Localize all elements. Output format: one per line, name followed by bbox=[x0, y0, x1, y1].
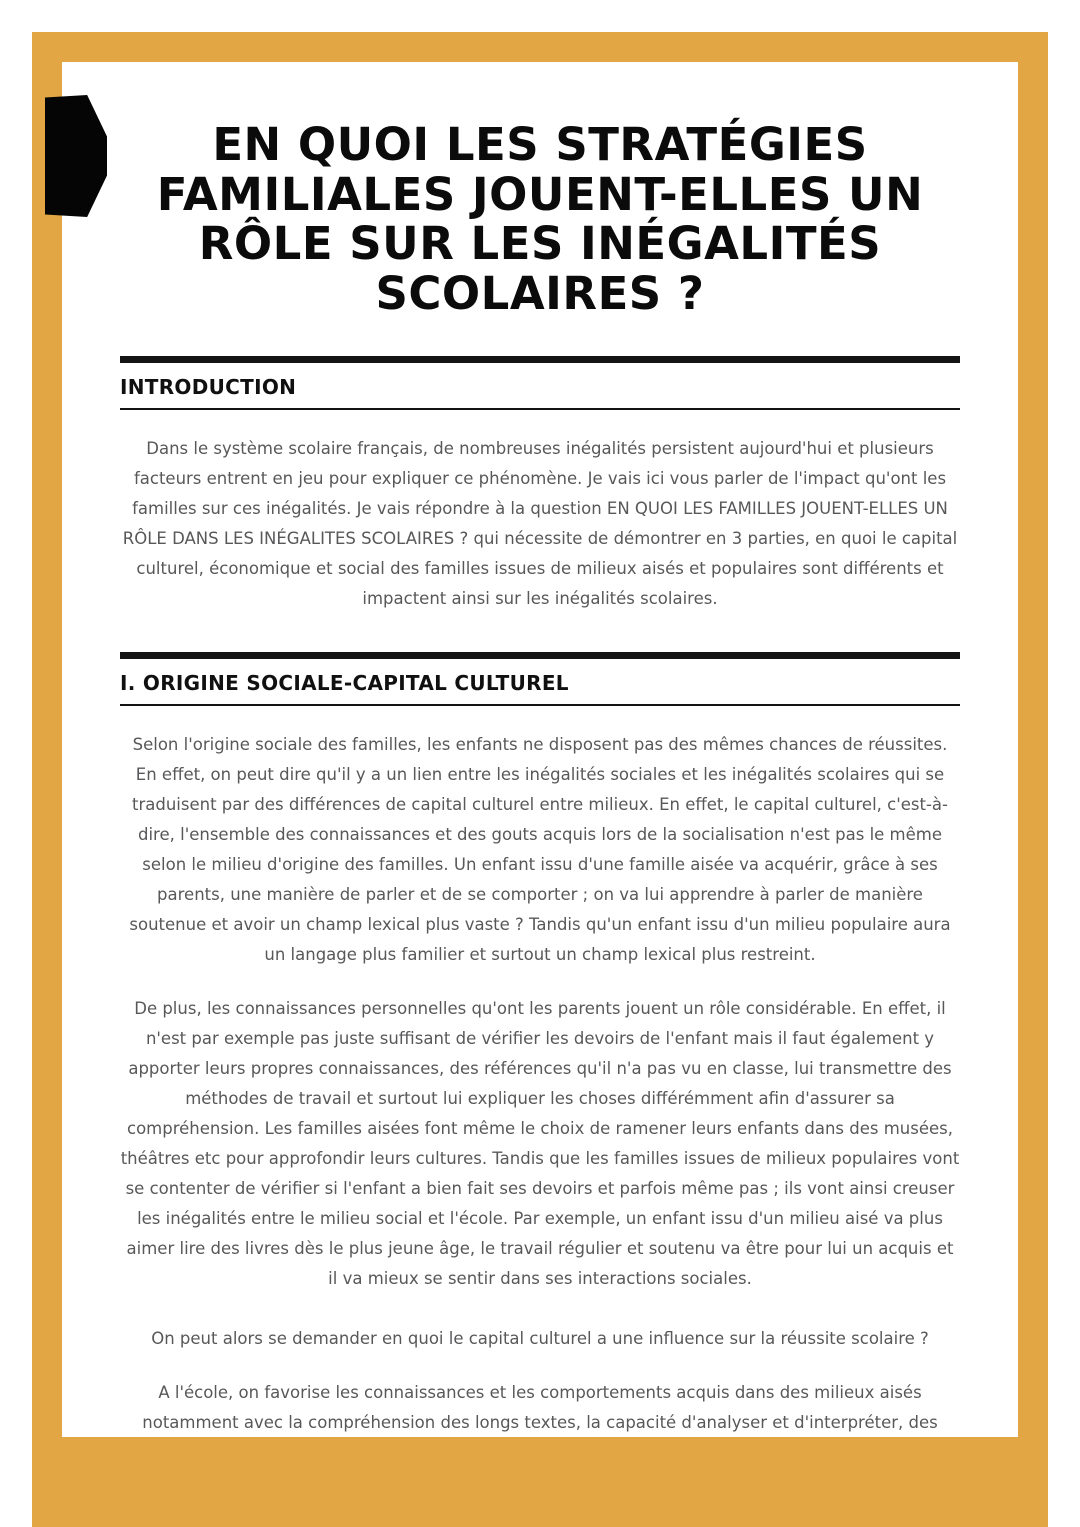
paragraph-ecole: A l'école, on favorise les connaissances et les comportements acquis dans des milieux aisés notamment avec la compréhension des longs textes, la capacité d'analyser et d'interpréter, des respects des bbox=[142, 1383, 938, 1463]
section-origine-sociale bbox=[120, 652, 960, 1468]
section-divider bbox=[120, 652, 960, 659]
section-divider bbox=[120, 356, 960, 363]
section-introduction bbox=[120, 356, 960, 614]
page-title: EN QUOI LES STRATÉGIES FAMILIALES JOUENT-ELLES UN RÔLE SUR LES INÉGALITÉS SCOLAIRES ? bbox=[156, 118, 924, 320]
section-heading-introduction: INTRODUCTION bbox=[120, 375, 960, 410]
paragraph-intro: Dans le système scolaire français, de nombreuses inégalités persistent aujourd'hui et plusieurs facteurs entrent en jeu pour expliquer ce phénomène. Je vais ici vous parler de l'impact qu'ont les familles sur ces inégalités. Je vais répondre à la question EN QUOI LES FAMILLES JOUENT-ELLES UN RÔLE DANS LES INÉGALITES SCOLAIRES ? qui nécessite de démontrer en 3 parties, en quoi le capital culturel, économique et social des familles issues de milieux aisés et populaires sont différents et impactent ainsi sur les inégalités scolaires. bbox=[122, 439, 958, 609]
paragraph-question: On peut alors se demander en quoi le capital culturel a une influence sur la réussite scolaire ? bbox=[151, 1329, 929, 1349]
paragraph-capital-culturel-2: De plus, les connaissances personnelles qu'ont les parents jouent un rôle considérable. En effet, il n'est par exemple pas juste suffisant de vérifier les devoirs de l'enfant mais il faut également y apporter leurs propres connaissances, des références qu'il n'a pas vu en classe, lui transmettre des méthodes de travail et surtout lui expliquer les choses différémment afin d'assurer sa compréhension. Les familles aisées font même le choix de ramener leurs enfants dans des musées, théâtres etc pour approfondir leurs cultures. Tandis que les familles issues de milieux populaires vont se contenter de vérifier si l'enfant a bien fait ses devoirs et parfois même pas ; ils vont ainsi creuser les inégalités entre le milieu social et l'école. Par exemple, un enfant issu d'un milieu aisé va plus aimer lire des livres dès le plus jeune âge, le travail régulier et soutenu va être pour lui un acquis et il va mieux se sentir dans ses interactions sociales. bbox=[120, 999, 960, 1289]
section-heading-origine-sociale: I. ORIGINE SOCIALE-CAPITAL CULTUREL bbox=[120, 671, 960, 706]
paragraph-capital-culturel-1: Selon l'origine sociale des familles, les enfants ne disposent pas des mêmes chances de réussites. En effet, on peut dire qu'il y a un lien entre les inégalités sociales et les inégalités scolaires qui se traduisent par des différences de capital culturel entre milieux. En effet, le capital culturel, c'est-à-dire, l'ensemble des connaissances et des gouts acquis lors de la socialisation n'est pas le même selon le milieu d'origine des familles. Un enfant issu d'une famille aisée va acquérir, grâce à ses parents, une manière de parler et de se comporter ; on va lui apprendre à parler de manière soutenue et avoir un champ lexical plus vaste ? Tandis qu'un enfant issu d'un milieu populaire aura un langage plus familier et surtout un champ lexical plus restreint. bbox=[129, 735, 951, 965]
page-frame bbox=[32, 32, 1048, 1527]
